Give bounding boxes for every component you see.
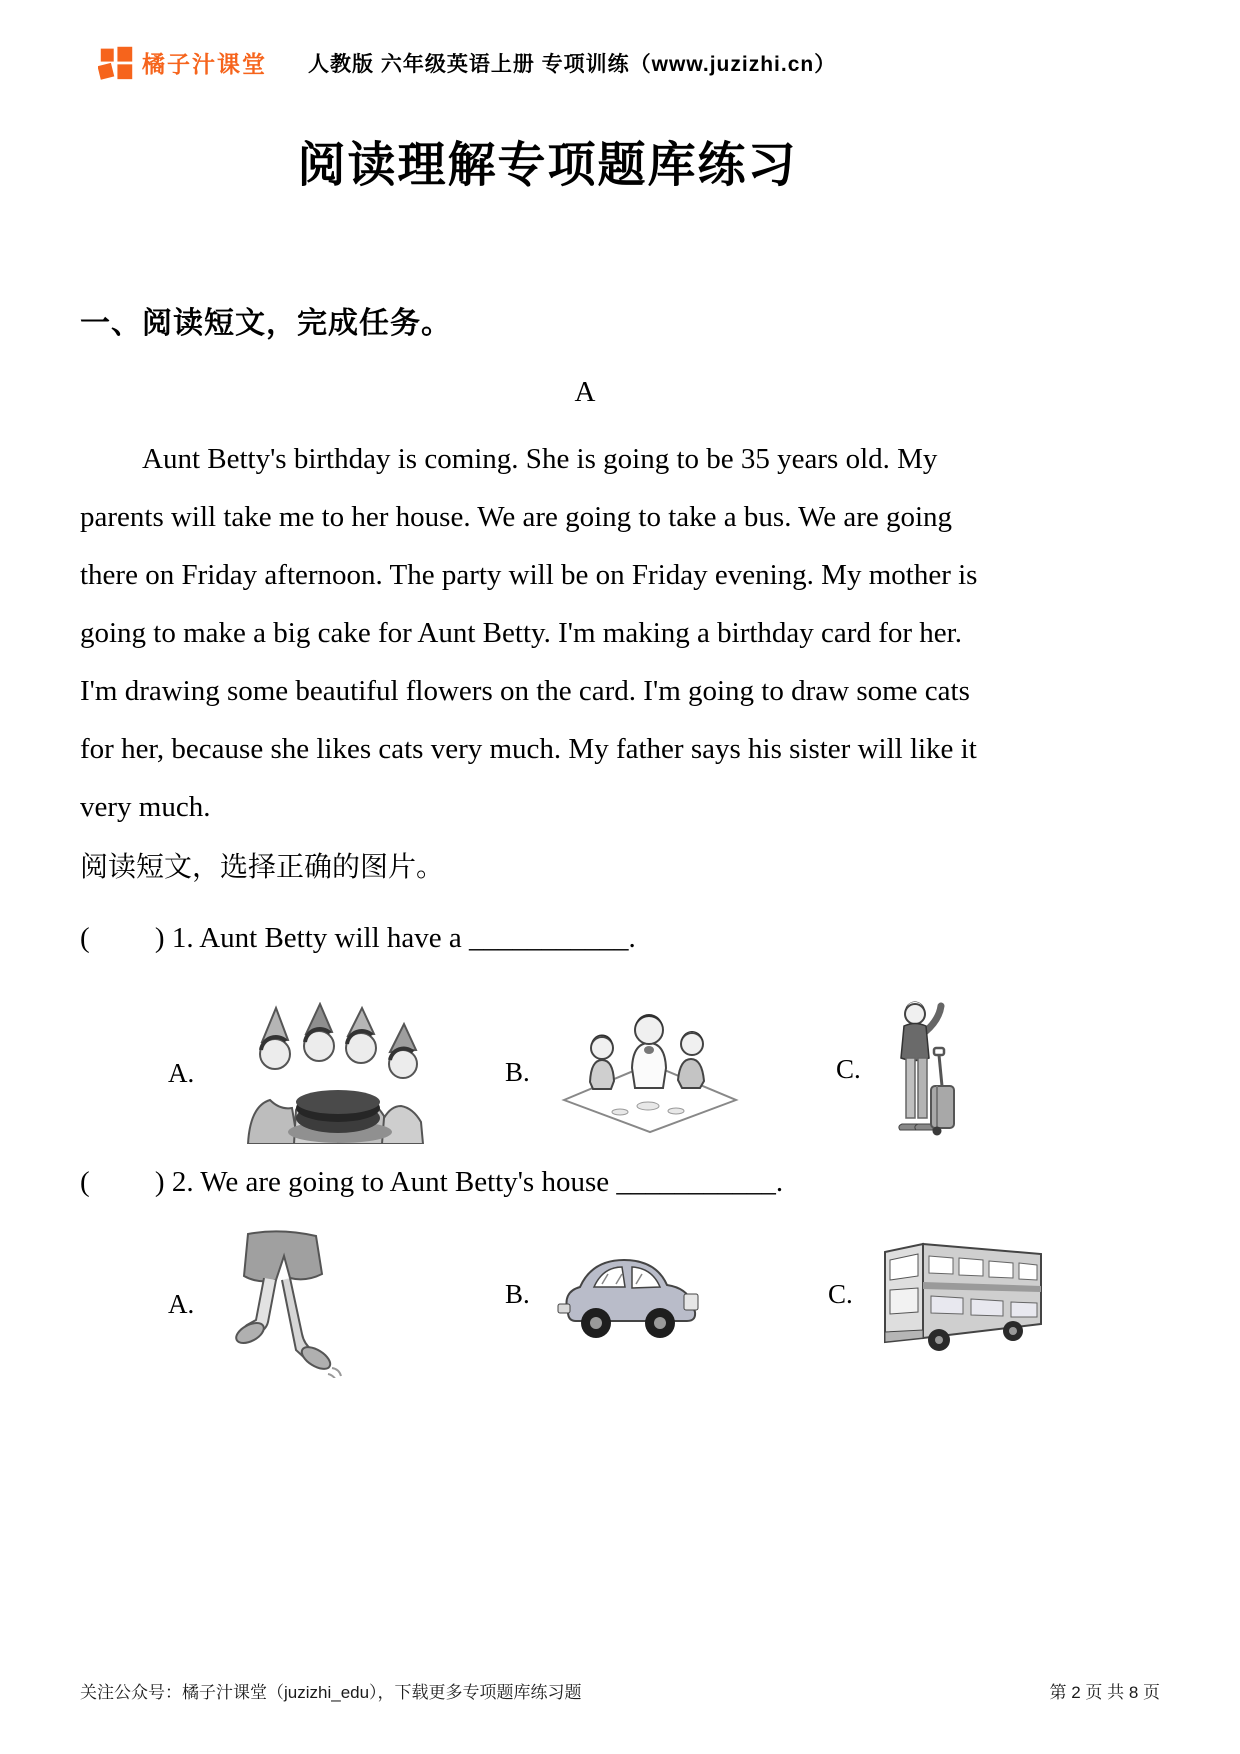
double-decker-bus-image — [879, 1228, 1049, 1360]
traveler-with-suitcase-image — [887, 998, 957, 1140]
juzizhi-logo-icon — [98, 44, 135, 81]
reading-passage — [80, 430, 1040, 836]
question-1-option-c — [836, 998, 957, 1140]
page-footer — [80, 1678, 1160, 1703]
question-2-text: ( ) 2. We are going to Aunt Betty's house ___________. — [80, 1166, 784, 1198]
passage-line: there on Friday afternoon. The party will be on Friday evening. My mother is — [80, 559, 978, 591]
section-heading: 一、阅读短文，完成任务。 — [80, 307, 452, 340]
passage-line: for her, because she likes cats very much. My father says his sister will like it — [80, 733, 977, 765]
passage-line: I'm drawing some beautiful flowers on the card. I'm going to draw some cats — [80, 675, 970, 707]
page-number: 第 2 页 共 8 页 — [1049, 1683, 1160, 1702]
birthday-party-image — [220, 1002, 452, 1144]
family-picnic-image — [556, 1008, 742, 1136]
footer-note: 关注公众号：橘子汁课堂（juzizhi_edu），下载更多专项题库练习题 — [80, 1683, 582, 1702]
task-instruction: 阅读短文，选择正确的图片。 — [80, 852, 445, 883]
option-label: C. — [828, 1278, 853, 1309]
car-image — [556, 1242, 704, 1346]
question-2-option-b — [505, 1242, 704, 1346]
passage-line: very much. — [80, 791, 211, 823]
question-2-option-c — [828, 1228, 1049, 1360]
option-label: B. — [505, 1278, 530, 1309]
option-label: C. — [836, 1053, 861, 1084]
question-1-option-b — [505, 1008, 742, 1136]
page-title: 阅读理解专项题库练习 — [297, 139, 798, 192]
passage-line: going to make a big cake for Aunt Betty. I'm making a birthday card for her. — [80, 617, 962, 649]
question-1-text: ( ) 1. Aunt Betty will have a ___________. — [80, 922, 636, 954]
brand-name: 橘子汁课堂 — [142, 51, 267, 77]
option-label: A. — [168, 1288, 195, 1319]
question-1-option-a — [168, 1002, 452, 1144]
option-label: B. — [505, 1056, 530, 1087]
passage-line: parents will take me to her house. We are going to take a bus. We are going — [80, 501, 953, 533]
passage-line: Aunt Betty's birthday is coming. She is going to be 35 years old. My — [142, 443, 938, 475]
passage-label: A — [574, 376, 596, 408]
question-2-option-a — [168, 1230, 346, 1378]
option-label: A. — [168, 1057, 195, 1088]
document-header-title: 人教版 六年级英语上册 专项训练（www.juzizhi.cn） — [308, 53, 837, 76]
brand-logo — [98, 44, 267, 81]
walking-on-foot-image — [220, 1230, 346, 1378]
